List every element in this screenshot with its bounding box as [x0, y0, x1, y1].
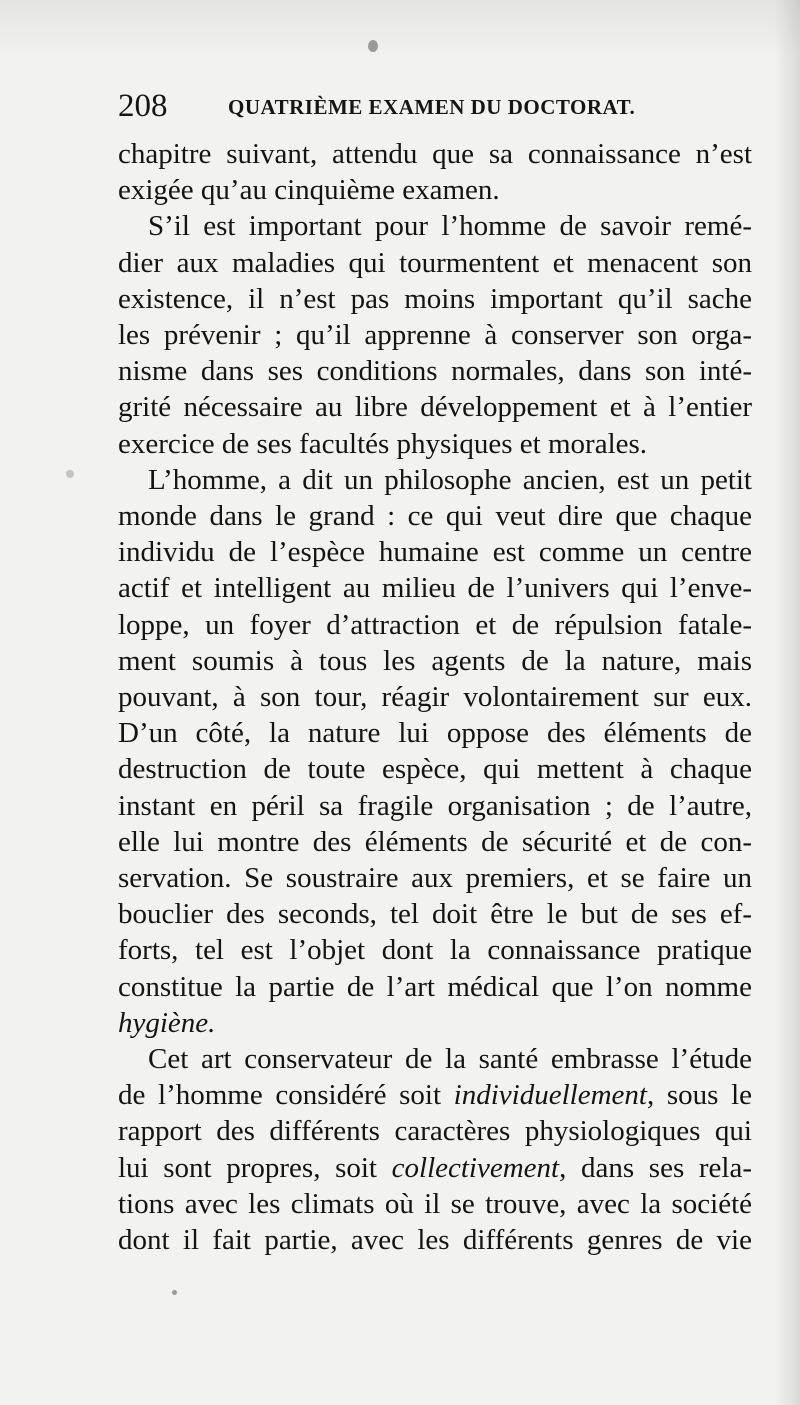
text-line: [118, 1077, 752, 1113]
text-line: monde dans le grand : ce qui veut dire que chaque: [118, 500, 752, 533]
text-line: bouclier des seconds, tel doit être le but de ses ef-: [118, 898, 752, 931]
text-line: dont il fait partie, avec les différents genres de vie: [118, 1224, 752, 1257]
text-line: tions avec les climats où il se trouve, avec la société: [118, 1187, 752, 1220]
text-line: loppe, un foyer d’attraction et de répulsion fatale-: [118, 608, 752, 641]
scan-edge-shadow: [774, 0, 800, 1405]
text-line: exigée qu’au cinquième examen.: [118, 174, 500, 207]
text-line: L’homme, a dit un philosophe ancien, est un petit: [148, 463, 752, 496]
text-line: ment soumis à tous les agents de la nature, mais: [118, 644, 752, 677]
text-line: Cet art conservateur de la santé embrasse l’étude: [148, 1043, 752, 1076]
text-run: de l’homme considéré soit: [118, 1079, 454, 1112]
text-line: dier aux maladies qui tourmentent et menacent son: [118, 246, 752, 279]
text-line: [118, 1150, 752, 1186]
ink-speck: [172, 1290, 177, 1295]
text-line: forts, tel est l’objet dont la connaissance pratique: [118, 934, 752, 967]
ink-speck: [66, 470, 74, 478]
text-line: D’un côté, la nature lui oppose des éléments de: [118, 717, 752, 750]
text-line: nisme dans ses conditions normales, dans son inté-: [118, 355, 752, 388]
text-line: exercice de ses facultés physiques et morales.: [118, 427, 648, 460]
text-run: , dans ses rela-: [559, 1151, 752, 1184]
text-line: individu de l’espèce humaine est comme un centre: [118, 536, 752, 569]
paragraph-2: [118, 208, 752, 461]
text-run: , sous le: [646, 1079, 752, 1112]
text-line: pouvant, à son tour, réagir volontairement sur eux.: [118, 681, 752, 714]
running-head: [118, 86, 758, 126]
italic-term: individuellement: [453, 1079, 647, 1112]
text-line: instant en péril sa fragile organisation ; de l’autre,: [118, 789, 752, 822]
paragraph-3: [118, 462, 752, 1041]
italic-term: collectivement: [391, 1151, 560, 1184]
page-number: 208: [118, 88, 168, 124]
text-line: les prévenir ; qu’il apprenne à conserver son orga-: [118, 319, 752, 352]
text-line: servation. Se soustraire aux premiers, et se faire un: [118, 862, 752, 895]
running-head-title: QUATRIÈME EXAMEN DU DOCTORAT.: [228, 95, 636, 119]
text-line-italic: hygiène.: [118, 1006, 216, 1039]
text-line: S’il est important pour l’homme de savoir remé-: [148, 210, 752, 243]
text-line: actif et intelligent au milieu de l’univers qui l’enve-: [118, 572, 752, 605]
text-line: existence, il n’est pas moins important qu’il sache: [118, 282, 752, 315]
ink-speck: [368, 40, 378, 52]
paragraph-4: [118, 1041, 752, 1258]
text-run: lui sont propres, soit: [118, 1151, 392, 1184]
paragraph-1: [118, 136, 752, 208]
text-line: elle lui montre des éléments de sécurité et de con-: [118, 825, 752, 858]
body-text: [118, 136, 752, 1258]
text-line: chapitre suivant, attendu que sa connaissance n’est: [118, 138, 752, 170]
text-line: constitue la partie de l’art médical que l’on nomme: [118, 970, 752, 1003]
text-line: rapport des différents caractères physiologiques qui: [118, 1115, 752, 1148]
text-line: grité nécessaire au libre développement et à l’entier: [118, 391, 752, 424]
scan-top-shadow: [0, 0, 800, 60]
text-line: destruction de toute espèce, qui mettent à chaque: [118, 753, 752, 786]
